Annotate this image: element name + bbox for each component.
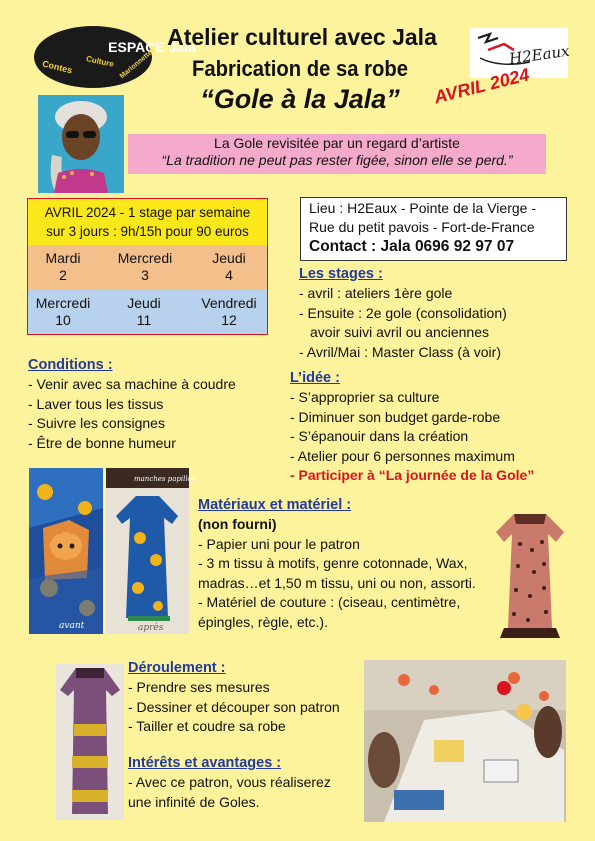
avril-2024-stamp: AVRIL 2024	[432, 64, 532, 108]
espace-jala-logo	[34, 26, 196, 88]
logo-title: ESPACE Jala	[108, 39, 196, 55]
location-line1: Lieu : H2Eaux - Pointe de la Vierge -	[309, 200, 536, 216]
jala-portrait-photo	[38, 95, 124, 193]
list-item: - Venir avec sa machine à coudre	[28, 376, 236, 392]
logo-word-culture: Culture	[85, 54, 115, 69]
materiaux-list	[198, 515, 476, 632]
before-label: avant	[59, 621, 85, 631]
list-item: - Tailler et coudre sa robe	[128, 718, 286, 734]
idee-title: L’idée :	[290, 370, 340, 386]
stages-title: Les stages :	[299, 266, 383, 282]
tagline-quote: “La tradition ne peut pas rester figée, sinon elle se perd.”	[161, 152, 513, 168]
list-item: - Papier uni pour le patron	[198, 535, 360, 552]
schedule-line2: sur 3 jours : 9h/15h pour 90 euros	[46, 224, 249, 239]
list-item: - 3 m tissu à motifs, genre cotonnade, Wax,	[198, 555, 468, 571]
interets-list	[128, 773, 331, 812]
conditions-list	[28, 375, 236, 453]
schedule-day: Vendredi 12	[201, 295, 257, 328]
schedule-header	[28, 199, 267, 245]
list-item: - Avec ce patron, vous réaliserez	[128, 774, 331, 790]
schedule-box	[27, 198, 268, 335]
header-title: Atelier culturel avec Jala	[167, 24, 437, 50]
conditions-title: Conditions :	[28, 357, 113, 373]
list-item: - Ensuite : 2e gole (consolidation)	[299, 304, 507, 321]
list-item: madras…et 1,50 m tissu, uni ou non, assorti.	[198, 574, 476, 591]
deroulement-title: Déroulement :	[128, 660, 226, 676]
gole-dress-photo	[56, 664, 124, 820]
list-item: avoir suivi avril ou anciennes	[310, 324, 489, 340]
logo-word-marionnettes: Marionnettes	[118, 46, 157, 81]
logo-word-contes: Contes	[41, 58, 74, 76]
materiaux-subtitle: (non fourni)	[198, 516, 277, 532]
list-item: - Matériel de couture : (ciseau, centimètre,	[198, 594, 461, 610]
schedule-week2	[28, 290, 267, 334]
contact-phone: Contact : Jala 0696 92 97 07	[309, 238, 515, 255]
list-item: - Atelier pour 6 personnes maximum	[290, 447, 515, 464]
list-item: une infinité de Goles.	[128, 793, 260, 810]
location-line2: Rue du petit pavois - Fort-de-France	[309, 219, 535, 235]
dress-photo	[494, 510, 566, 642]
interets-title: Intérêts et avantages :	[128, 755, 282, 771]
list-item: - Avril/Mai : Master Class (à voir)	[299, 343, 501, 360]
stages-list	[299, 284, 507, 362]
schedule-day: Mercredi 10	[35, 295, 91, 328]
list-item: - S’approprier sa culture	[290, 389, 440, 405]
list-item: - Diminuer son budget garde-robe	[290, 408, 501, 425]
before-photo	[29, 468, 103, 634]
h2eaux-logo-text: H2Eaux	[508, 41, 571, 68]
schedule-day: Mardi 2	[45, 250, 81, 283]
list-item: - Prendre ses mesures	[128, 679, 270, 695]
schedule-week1	[28, 245, 267, 290]
schedule-line1: AVRIL 2024 - 1 stage par semaine	[44, 205, 251, 220]
header-gole-title: “Gole à la Jala”	[200, 84, 400, 114]
after-photo	[106, 468, 197, 634]
list-item: épingles, règle, etc.).	[198, 613, 328, 630]
workshop-photo	[364, 660, 566, 822]
list-item: - Suivre les consignes	[28, 415, 165, 431]
schedule-day: Jeudi 4	[212, 250, 246, 283]
list-item: - Dessiner et découper son patron	[128, 698, 340, 715]
header-subtitle: Fabrication de sa robe	[192, 56, 408, 81]
schedule-day: Jeudi 11	[127, 295, 161, 328]
list-item: - S’épanouir dans la création	[290, 428, 469, 444]
schedule-day: Mercredi 3	[117, 250, 173, 283]
idee-list	[290, 388, 534, 486]
journee-gole-highlight: - Participer à “La journée de la Gole”	[290, 467, 535, 483]
list-item: - Laver tous les tissus	[28, 395, 164, 412]
deroulement-list	[128, 678, 340, 737]
tagline-line1: La Gole revisitée par un regard d’artiste	[214, 135, 460, 151]
list-item: - Être de bonne humeur	[28, 434, 176, 451]
after-label: après	[138, 623, 164, 633]
list-item: - avril : ateliers 1ère gole	[299, 285, 453, 301]
after-photo-caption: manches papillon	[134, 475, 197, 483]
materiaux-title: Matériaux et matériel :	[198, 497, 352, 513]
